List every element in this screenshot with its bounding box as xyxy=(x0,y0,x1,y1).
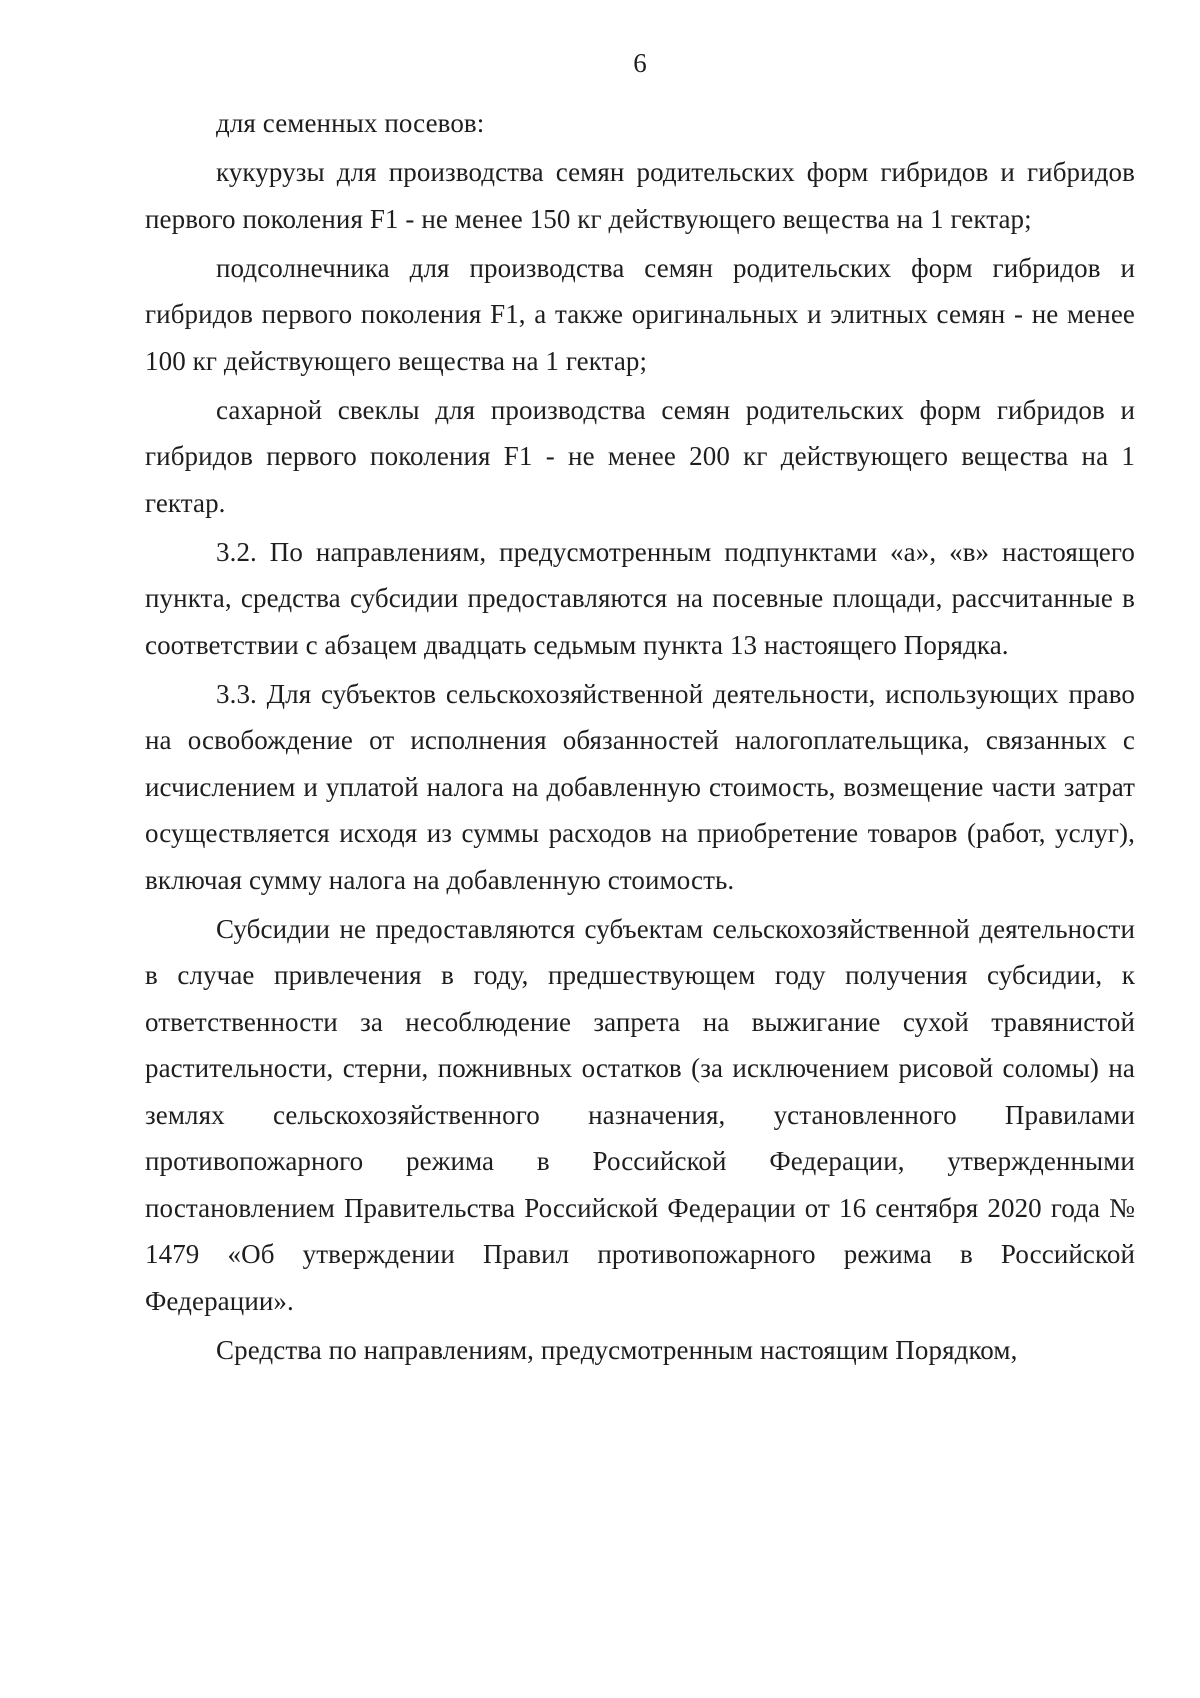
paragraph-funds-continuation: Средства по направлениям, предусмотренным настоящим Порядком, xyxy=(216,1334,1018,1365)
document-body xyxy=(145,100,1135,1373)
paragraph-sugar-beet: сахарной свеклы для производства семян родительских форм гибридов и гибридов первого поколения F1 - не менее 200 кг действующего вещества на 1 гектар. xyxy=(145,394,1135,518)
paragraph-seed-crops-intro: для семенных посевов: xyxy=(216,108,485,138)
paragraph-corn: кукурузы для производства семян родительских форм гибридов и гибридов первого поколения F1 - не менее 150 кг действующего вещества на 1 гектар; xyxy=(145,157,1135,234)
paragraph-clause-3-2: 3.2. По направлениям, предусмотренным подпунктами «а», «в» настоящего пункта, средства субсидии предоставляются на посевные площади, рассчитанные в соответствии с абзацем двадцать седьмым пункта 13 настоящего Порядка. xyxy=(145,536,1135,660)
page-number: 6 xyxy=(633,48,647,78)
paragraph-subsidy-restriction: Субсидии не предоставляются субъектам сельскохозяйственной деятельности в случае привлечения в году, предшествующем году получения субсидии, к ответственности за несоблюдение запрета на выжигание сухой травянистой растительности, стерни, пожнивных остатков (за исключением рисовой соломы) на землях сельскохозяйственного назначения, установленного Правилами противопожарного режима в Российской Федерации, утвержденными постановлением Правительства Российской Федерации от 16 сентября 2020 года № 1479 «Об утверждении Правил противопожарного режима в Российской Федерации». xyxy=(145,913,1135,1316)
paragraph-sunflower: подсолнечника для производства семян родительских форм гибридов и гибридов первого поколения F1, а также оригинальных и элитных семян - не менее 100 кг действующего вещества на 1 гектар; xyxy=(145,252,1135,376)
paragraph-clause-3-3: 3.3. Для субъектов сельскохозяйственной деятельности, использующих право на освобождение от исполнения обязанностей налогоплательщика, связанных с исчислением и уплатой налога на добавленную стоимость, возмещение части затрат осуществляется исходя из суммы расходов на приобретение товаров (работ, услуг), включая сумму налога на добавленную стоимость. xyxy=(145,678,1135,895)
